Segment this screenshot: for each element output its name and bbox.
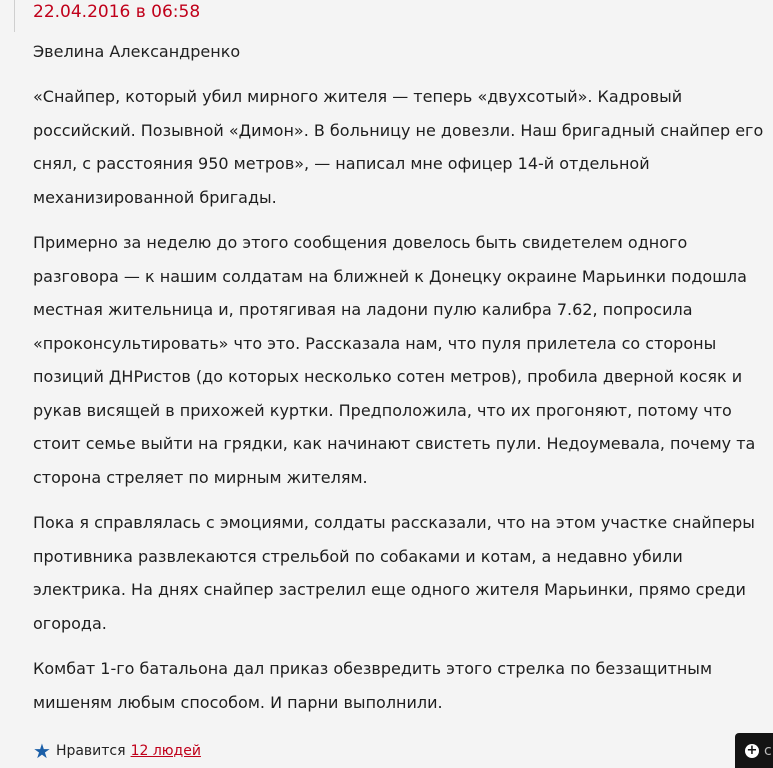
likes-label: Нравится — [55, 743, 126, 759]
paragraph: «Снайпер, который убил мирного жителя — теперь «двухсотый». Кадровый российский. Позывной «Димон». В больницу не довезли. Наш бригадный снайпер его снял, с расстояния 950 метров», — написал мне офицер 14-й отдельной механизированной бригады. — [33, 87, 764, 207]
floating-button-label: с — [764, 742, 772, 759]
floating-action-button[interactable] — [735, 733, 773, 768]
likes-count-link[interactable]: 12 людей — [130, 743, 201, 759]
post-author: Эвелина Александренко — [33, 42, 241, 61]
post-body — [33, 80, 768, 719]
star-icon[interactable]: ★ — [33, 739, 51, 763]
likes-row — [33, 741, 768, 761]
paragraph: Комбат 1-го батальона дал приказ обезвредить этого стрелка по беззащитным мишеням любым способом. И парни выполнили. — [33, 659, 713, 712]
post-timestamp: 22.04.2016 в 06:58 — [33, 2, 201, 22]
left-divider — [0, 0, 15, 32]
plus-circle-icon: + — [746, 742, 758, 758]
paragraph: Примерно за неделю до этого сообщения довелось быть свидетелем одного разговора — к нашим солдатам на ближней к Донецку окраине Марьинки подошла местная жительница и, протягивая на ладони пулю калибра 7.62, попросила «проконсультировать» что это. Рассказала нам, что пуля прилетела со стороны позиций ДНРистов (до которых несколько сотен метров), пробила дверной косяк и рукав висящей в прихожей куртки. Предположила, что их прогоняют, потому что стоит семье выйти на грядки, как начинают свистеть пули. Недоумевала, почему та сторона стреляет по мирным жителям. — [33, 233, 756, 487]
post — [33, 0, 768, 761]
paragraph: Пока я справлялась с эмоциями, солдаты рассказали, что на этом участке снайперы противника развлекаются стрельбой по собаками и котам, а недавно убили электрика. На днях снайпер застрелил еще одного жителя Марьинки, прямо среди огорода. — [33, 513, 755, 633]
